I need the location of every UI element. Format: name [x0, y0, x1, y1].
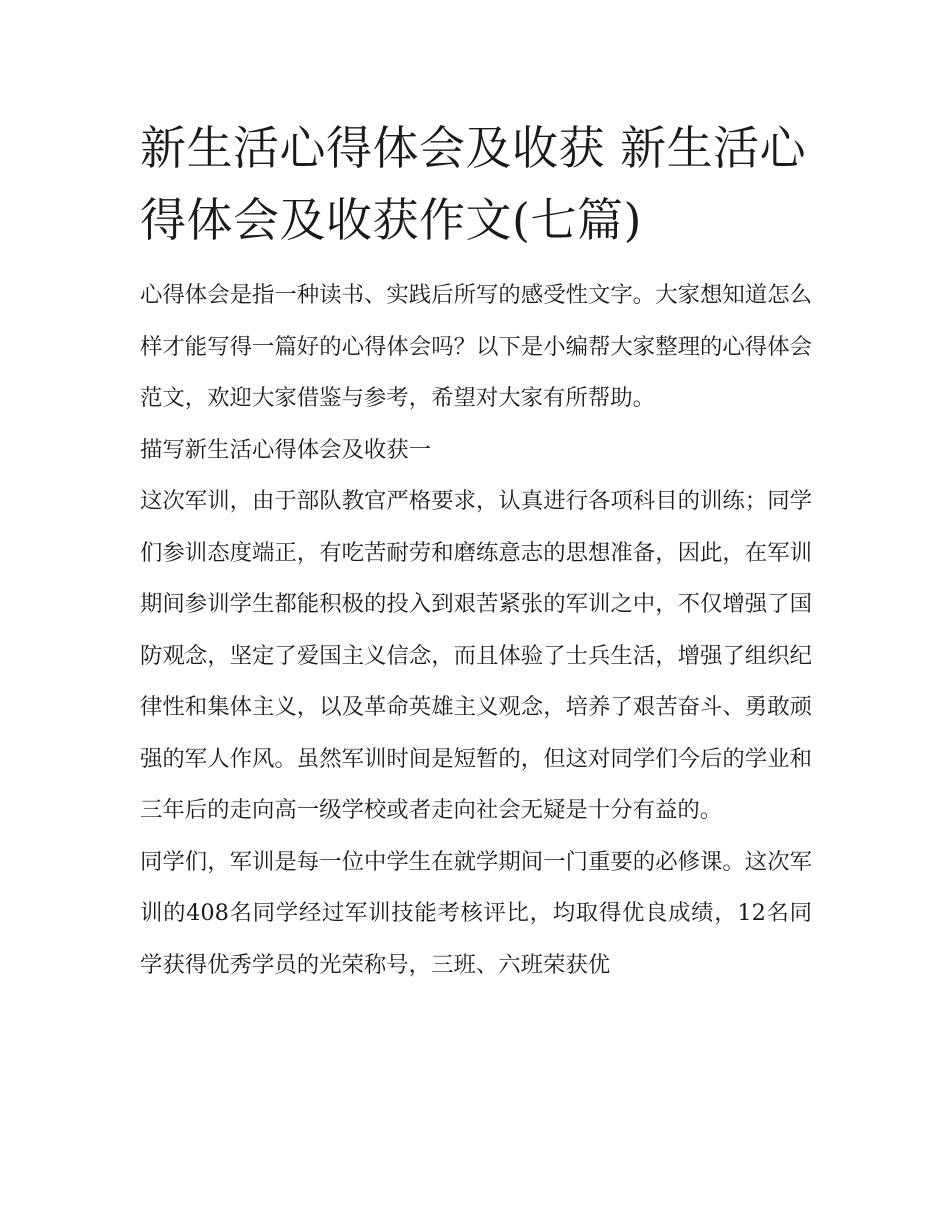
document-title: 新生活心得体会及收获 新生活心得体会及收获作文(七篇) — [140, 121, 807, 247]
body-paragraph-1: 这次军训，由于部队教官严格要求，认真进行各项科目的训练；同学们参训态度端正，有吃苦耐劳和磨练意志的思想准备，因此，在军训期间参训学生都能积极的投入到艰苦紧张的军训之中，不仅增强了国防观念，坚定了爱国主义信念，而且体验了士兵生活，增强了组织纪律性和集体主义，以及革命英雄主义观念，培养了艰苦奋斗、勇敢顽强的军人作风。虽然军训时间是短暂的，但这对同学们今后的学业和三年后的走向高一级学校或者走向社会无疑是十分有益的。 — [140, 488, 812, 823]
body-paragraph-2: 同学们，军训是每一位中学生在就学期间一门重要的必修课。这次军训的408名同学经过军训技能考核评比，均取得优良成绩，12名同学获得优秀学员的光荣称号，三班、六班荣获优 — [140, 848, 812, 978]
intro-paragraph: 心得体会是指一种读书、实践后所写的感受性文字。大家想知道怎么样才能写得一篇好的心得体会吗？以下是小编帮大家整理的心得体会范文，欢迎大家借鉴与参考，希望对大家有所帮助。 — [140, 282, 812, 411]
document-body — [140, 112, 812, 991]
section-heading: 描写新生活心得体会及收获一 — [140, 436, 432, 463]
